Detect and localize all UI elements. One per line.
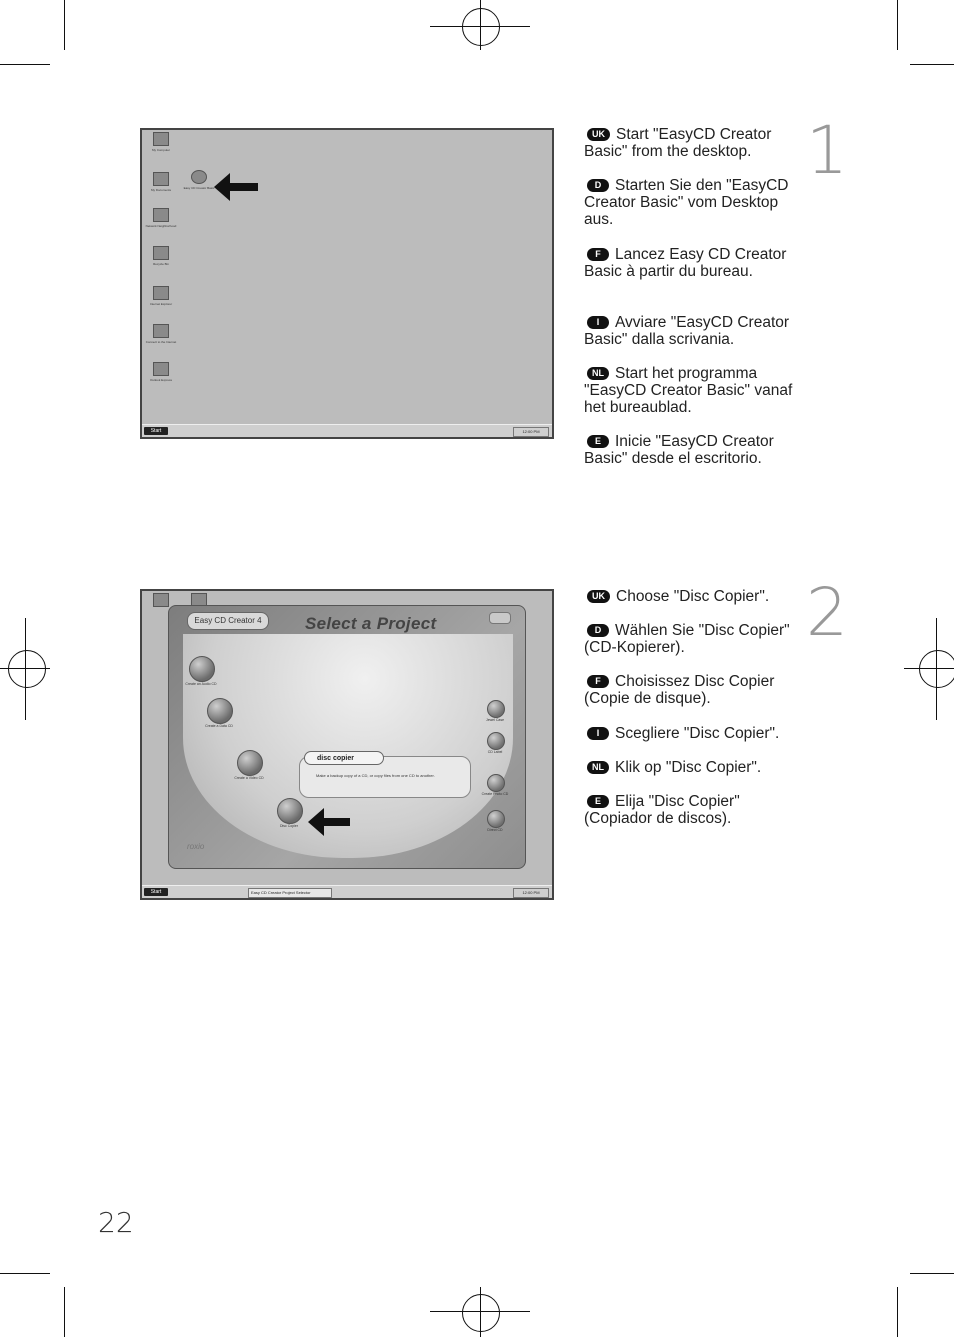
language-badge: E [587,795,609,808]
project-button-data-cd[interactable] [207,698,233,724]
brand-logo: roxio [187,842,205,851]
desktop-icon-my-documents[interactable]: My Documents [144,172,178,192]
page-number: 22 [98,1206,134,1239]
start-button[interactable]: Start [144,888,168,896]
instruction-i: I Avviare "EasyCD Creator Basic" dalla scrivania. [584,314,790,348]
step-number: 2 [806,574,848,651]
registration-mark [480,0,481,50]
project-button-video-cd[interactable] [237,750,263,776]
instruction-uk: UK Start "EasyCD Creator Basic" from the desktop. [584,126,772,160]
instruction-f: F Choisissez Disc Copier (Copie de disque). [584,673,775,707]
registration-mark [8,650,46,688]
project-label: Direct CD [487,828,503,832]
step-number: 1 [806,112,848,189]
crop-mark [910,1273,954,1274]
close-button[interactable] [489,612,511,624]
instruction-i: I Scegliere "Disc Copier". [584,725,794,742]
instruction-d: D Starten Sie den "EasyCD Creator Basic" vom Desktop aus. [584,177,789,228]
connect-icon [153,324,169,338]
app-screenshot [140,589,554,900]
registration-mark [936,618,937,720]
folder-icon [153,172,169,186]
language-badge: NL [587,761,609,774]
project-label: CD Label [487,750,503,754]
internet-explorer-icon [153,286,169,300]
desktop-icon-connect-internet[interactable]: Connect to the Internet [144,324,178,344]
project-button-direct-cd[interactable] [487,810,505,828]
taskbar [142,424,552,437]
language-badge: I [587,316,609,329]
app-logo: Easy CD Creator 4 [187,612,269,630]
project-label: Disc Copier [279,824,299,828]
project-button-jewel-case[interactable] [487,700,505,718]
registration-mark [462,8,500,46]
crop-mark [897,1287,898,1337]
project-label: Create an Audio CD [185,682,217,686]
desktop-icon-my-computer[interactable]: My Computer [144,132,178,152]
project-button-audio-cd[interactable] [189,656,215,682]
clock: 12:00 PM [513,888,549,898]
desktop-icon-network[interactable]: Network Neighborhood [144,208,178,228]
desktop-screenshot [140,128,554,439]
desktop-icon-internet-explorer[interactable]: Internet Explorer [144,286,178,306]
language-badge: E [587,435,609,448]
pointer-arrow-icon [214,172,258,202]
language-badge: F [587,675,609,688]
project-label: Create Photo CD [481,792,509,796]
tooltip-title: disc copier [304,751,384,765]
computer-icon [153,132,169,146]
instruction-nl: NL Klik op "Disc Copier". [584,759,794,776]
project-label: Create a Video CD [234,776,264,780]
project-label: Create a Data CD [205,724,233,728]
language-badge: F [587,248,609,261]
start-button[interactable]: Start [144,427,168,435]
easy-cd-creator-icon [191,170,207,184]
taskbar [142,885,552,898]
crop-mark [64,1287,65,1337]
computer-icon [153,593,169,607]
crop-mark [0,1273,50,1274]
language-badge: D [587,624,609,637]
desktop-icon-recycle-bin[interactable]: Recycle Bin [144,246,178,266]
pointer-arrow-icon [308,807,350,837]
tooltip [299,756,471,798]
language-badge: NL [587,367,609,380]
instruction-e: E Elija "Disc Copier" (Copiador de discos). [584,793,740,827]
instruction-uk: UK Choose "Disc Copier". [584,588,794,605]
tooltip-body: Make a backup copy of a CD, or copy files from one CD to another. [316,773,435,778]
crop-mark [64,0,65,50]
project-button-cd-label[interactable] [487,732,505,750]
project-label: Jewel Case [485,718,505,722]
instruction-nl: NL Start het programma "EasyCD Creator Basic" vanaf het bureaublad. [584,365,793,416]
project-button-disc-copier[interactable] [277,798,303,824]
language-badge: I [587,727,609,740]
crop-mark [897,0,898,50]
desktop-icon-outlook-express[interactable]: Outlook Express [144,362,178,382]
taskbar-window-button[interactable]: Easy CD Creator Project Selector [248,888,332,898]
app-title: Select a Project [305,614,437,633]
clock: 12:00 PM [513,427,549,437]
network-icon [153,208,169,222]
registration-mark [462,1294,500,1332]
language-badge: D [587,179,609,192]
recycle-bin-icon [153,246,169,260]
instruction-d: D Wählen Sie "Disc Copier" (CD-Kopierer). [584,622,790,656]
desktop-icon-easy-cd-creator[interactable]: Easy CD Creator Basic [182,170,216,190]
crop-mark [910,64,954,65]
project-button-photo-cd[interactable] [487,774,505,792]
outlook-icon [153,362,169,376]
instruction-e: E Inicie "EasyCD Creator Basic" desde el escritorio. [584,433,774,467]
instruction-f: F Lancez Easy CD Creator Basic à partir du bureau. [584,246,787,280]
language-badge: UK [587,590,610,603]
registration-mark [25,618,26,720]
crop-mark [0,64,50,65]
registration-mark [904,668,954,669]
registration-mark [480,1287,481,1337]
language-badge: UK [587,128,610,141]
